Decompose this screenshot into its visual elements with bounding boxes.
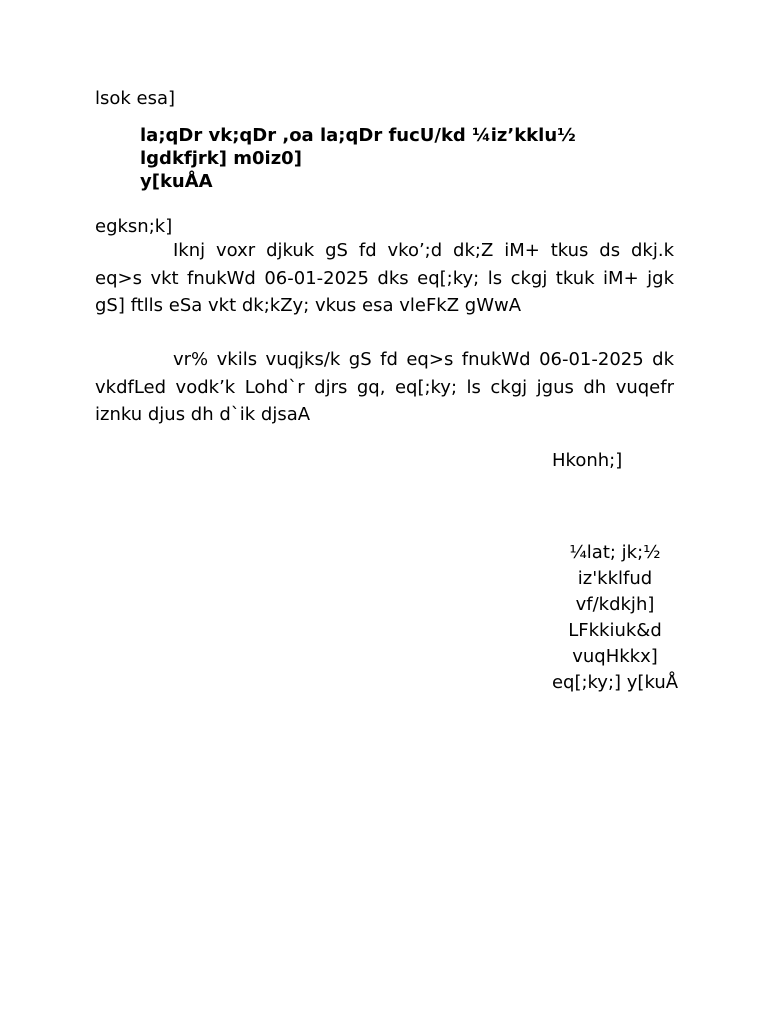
recipient-address xyxy=(140,124,576,193)
address-line: lgdkfjrk] m0iz0] xyxy=(140,148,302,169)
to-label: lsok esa] xyxy=(95,88,176,109)
signature-line: LFkkiuk&d xyxy=(568,620,662,641)
address-line: y[kuÅA xyxy=(140,171,213,192)
signature-line: iz'kklfud xyxy=(577,568,653,589)
signature-line: vuqHkkx] xyxy=(572,646,658,667)
signature-line: ¼lat; jk;½ xyxy=(569,542,661,563)
body-paragraph: Iknj voxr djkuk gS fd vko’;d dk;Z iM+ tkus ds dkj.k eq>s vkt fnukWd 06-01-2025 dks eq[;ky; ls ckgj tkuk iM+ jgk gS] ftlls eSa vkt dk;kZy; vkus esa vleFkZ gWwA xyxy=(95,240,674,316)
greeting: egksn;k] xyxy=(95,216,173,237)
signature-line: vf/kdkjh] xyxy=(575,594,655,615)
signature-line: eq[;ky;] y[kuÅ xyxy=(551,672,679,693)
signature-block xyxy=(480,540,750,696)
address-line: la;qDr vk;qDr ,oa la;qDr fucU/kd ¼iz’kklu½ xyxy=(140,125,576,146)
closing: Hkonh;] xyxy=(552,450,623,471)
body-paragraph: vr% vkils vuqjks/k gS fd eq>s fnukWd 06-01-2025 dk vkdfLed vodk’k Lohd`r djrs gq, eq[;ky; ls ckgj jgus dh vuqefr iznku djus dh d`ik djsaA xyxy=(95,349,674,425)
